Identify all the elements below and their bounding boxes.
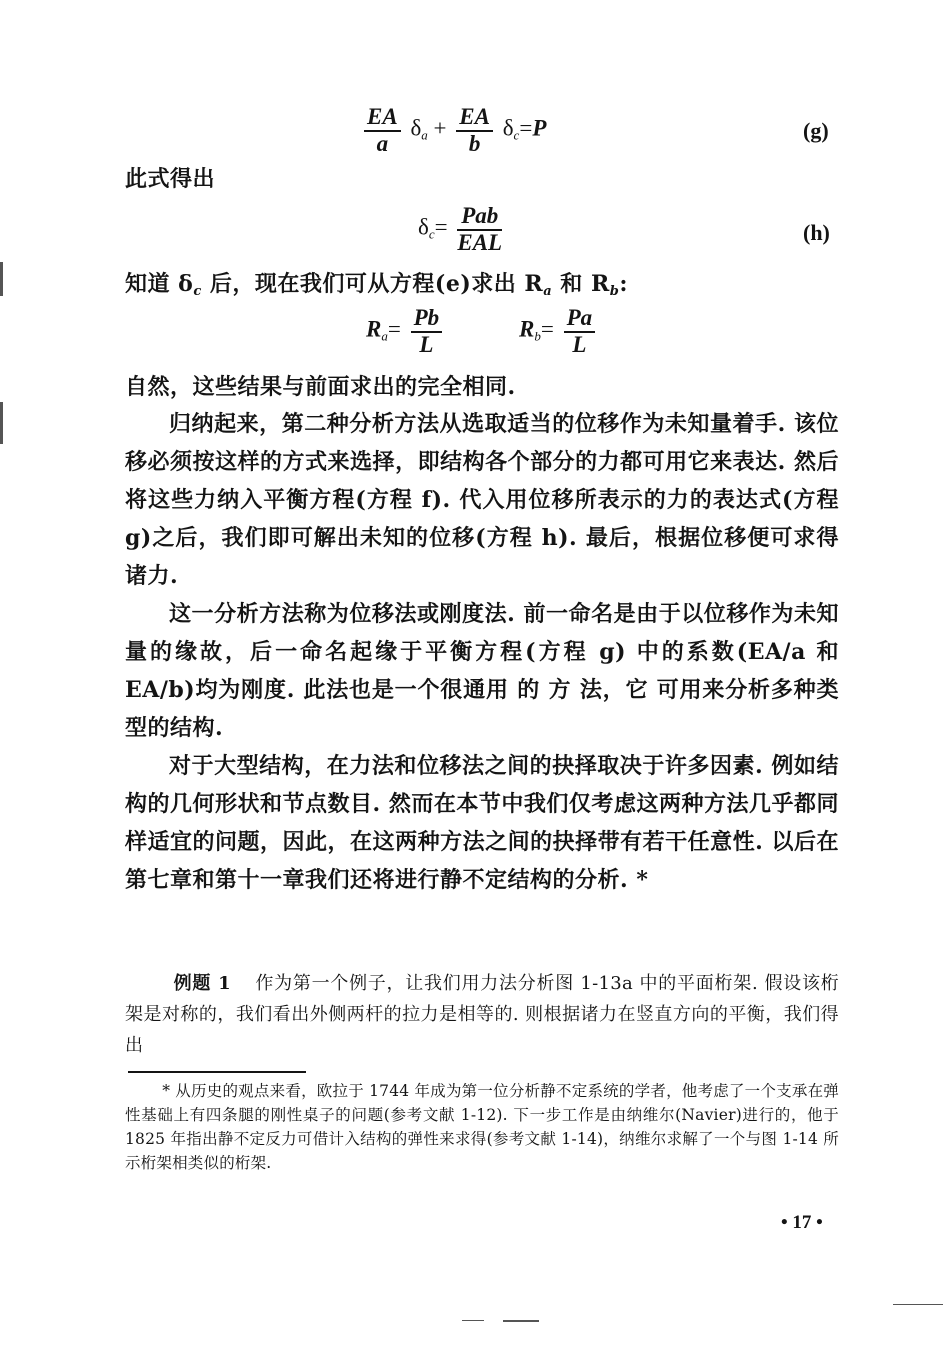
example-text: 作为第一个例子，让我们用力法分析图 1-13a 中的平面桁架. 假设该桁架是对称的，我们看出外侧两杆的拉力是相等的. 则根据诸力在竖直方向的平衡，我们得出	[125, 973, 839, 1056]
fraction-pb-over-l	[411, 305, 443, 357]
paragraph-summary: 归纳起来，第二种分析方法从选取适当的位移作为未知量着手. 该位移必须按这样的方式来选择，即结构各个部分的力都可用它来表达. 然后将这些力纳入平衡方程(方程 f). 代入用位移所表示的力的表达式(方程 g)之后，我们即可解出未知的位移(方程 h). 最后，根据位移便可求得诸力.	[125, 411, 839, 589]
plus-sign: +	[433, 115, 447, 141]
equation-h	[418, 203, 506, 255]
subscript: a	[381, 328, 388, 344]
paragraph-displacement-method: 这一分析方法称为位移法或刚度法. 前一命名是由于以位移作为未知量的缘故，后一命名起缘于平衡方程(方程 g) 中的系数(EA/a 和 EA/b)均为刚度. 此法也是一个很通用 的 方 法，它 可用来分析多种类型的结构.	[125, 601, 839, 741]
variable: R	[519, 316, 535, 342]
fraction-ea-over-a	[364, 104, 401, 156]
denominator: L	[572, 332, 587, 357]
equals-sign: =	[387, 316, 401, 342]
text-span: :	[619, 271, 628, 297]
scan-mark	[0, 262, 3, 296]
delta-symbol: δ	[502, 115, 514, 141]
footnote-text: * 从历史的观点来看，欧拉于 1744 年成为第一位分析静不定系统的学者，他考虑了一个支承在弹性基础上有四条腿的刚性桌子的问题(参考文献 1-12). 下一步工作是由纳维尔(Navier)进行的，他于 1825 年指出静不定反力可借计入结构的弹性来求得(参考文献 1-14)，纳维尔求解了一个与图 1-14 所示桁架相类似的桁架.	[125, 1082, 839, 1172]
example-1	[125, 968, 839, 1061]
equals-sign: =	[434, 214, 448, 240]
fraction-ea-over-b	[456, 104, 493, 156]
equals-sign: =	[519, 115, 533, 141]
main-paragraphs	[125, 405, 839, 899]
subscript: b	[534, 328, 541, 344]
numerator: EA	[456, 104, 493, 132]
subscript: c	[428, 226, 435, 242]
scan-mark	[503, 1320, 539, 1322]
scan-mark	[462, 1320, 484, 1321]
numerator: Pab	[457, 203, 502, 231]
derive-line: 此式得出	[125, 166, 216, 192]
subscript: a	[543, 284, 553, 299]
delta-symbol: δ	[418, 214, 429, 240]
text-span: 后，现在我们可从方程(e)求出 R	[201, 271, 544, 297]
denominator: EAL	[457, 230, 503, 255]
scan-mark	[893, 1304, 943, 1305]
footnote-rule	[128, 1071, 306, 1073]
numerator: Pb	[411, 305, 443, 333]
denominator: b	[468, 131, 481, 156]
reaction-rb-equation	[519, 305, 599, 357]
variable: R	[366, 316, 382, 342]
reaction-ra-equation	[366, 305, 446, 357]
equation-label-g: (g)	[803, 118, 829, 143]
subscript: a	[421, 127, 428, 143]
fraction-pab-over-eal	[457, 203, 502, 255]
text-span: 知道 δ	[125, 271, 194, 297]
subscript: c	[193, 284, 202, 299]
denominator: a	[376, 131, 389, 156]
page-number: • 17 •	[781, 1212, 823, 1233]
example-label: 例题 1	[173, 973, 231, 994]
footnote	[125, 1079, 839, 1175]
numerator: Pa	[564, 305, 596, 333]
equation-g	[360, 104, 546, 156]
equation-label-h: (h)	[803, 220, 830, 245]
equals-sign: =	[540, 316, 554, 342]
scan-mark	[0, 402, 3, 444]
natural-line: 自然，这些结果与前面求出的完全相同.	[125, 374, 516, 400]
fraction-pa-over-l	[564, 305, 596, 357]
paragraph-method-choice: 对于大型结构，在力法和位移法之间的抉择取决于许多因素. 例如结构的几何形状和节点数目. 然而在本节中我们仅考虑这两种方法几乎都同样适宜的问题，因此，在这两种方法之间的抉择带有若干任意性. 以后在第七章和第十一章我们还将进行静不定结构的分析. *	[125, 753, 839, 893]
subscript: c	[513, 127, 520, 143]
subscript: b	[609, 284, 620, 299]
example-paragraph	[125, 968, 839, 1061]
rhs-variable: P	[532, 115, 547, 141]
numerator: EA	[364, 104, 401, 132]
denominator: L	[419, 332, 434, 357]
text-span: 和 R	[552, 271, 610, 297]
delta-symbol: δ	[410, 115, 422, 141]
